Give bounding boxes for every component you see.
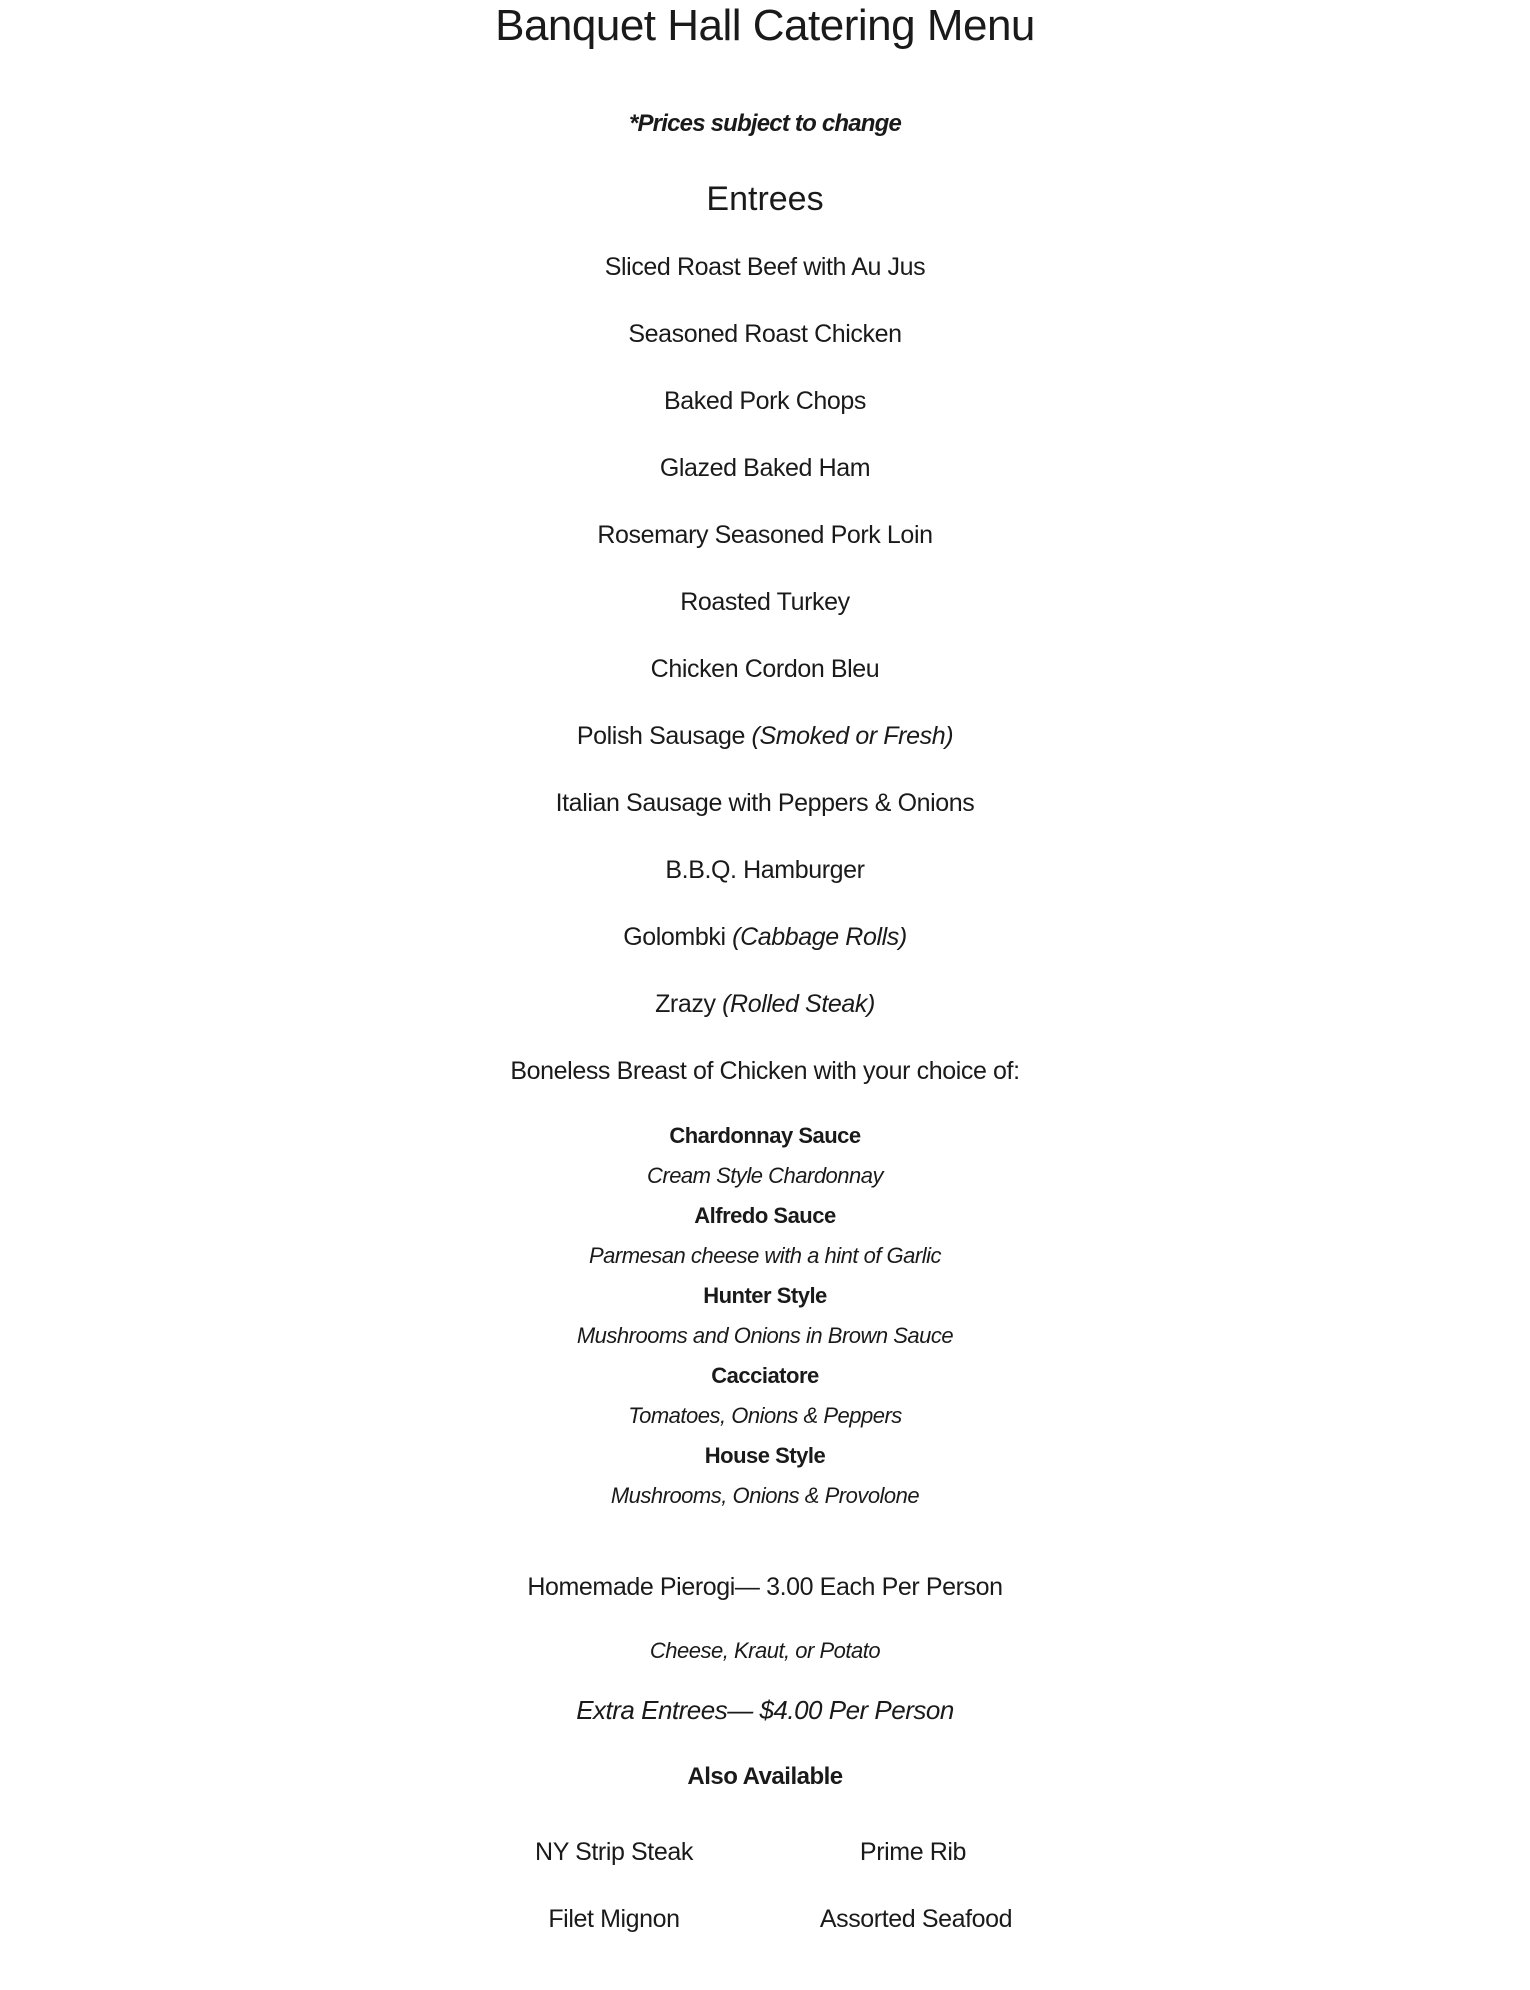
entree-item: Seasoned Roast Chicken [628,320,902,348]
entree-item: B.B.Q. Hamburger [665,856,865,884]
entree-item: Chicken Cordon Bleu [650,655,880,683]
also-available-item: NY Strip Steak [535,1838,693,1866]
also-available-item: Assorted Seafood [819,1905,1013,1933]
also-available-heading: Also Available [687,1763,843,1790]
entree-note: (Rolled Steak) [722,990,875,1018]
sauce-description: Tomatoes, Onions & Peppers [628,1403,902,1428]
entree-item: Boneless Breast of Chicken with your choice of: [510,1057,1020,1085]
entree-item: Glazed Baked Ham [659,454,871,482]
price-note: *Prices subject to change [628,110,902,137]
sauce-name: Alfredo Sauce [694,1203,836,1228]
pierogi-fillings: Cheese, Kraut, or Potato [649,1638,881,1663]
entree-item: Sliced Roast Beef with Au Jus [604,253,926,281]
entree-item: Baked Pork Chops [663,387,867,415]
sauce-name: Cacciatore [711,1363,819,1388]
also-available-item: Filet Mignon [548,1905,680,1933]
entree-item: Roasted Turkey [680,588,850,616]
sauce-name: House Style [704,1443,826,1468]
extra-entrees-price: Extra Entrees— $4.00 Per Person [576,1695,954,1725]
sauce-description: Mushrooms and Onions in Brown Sauce [576,1323,954,1348]
also-available-item: Prime Rib [859,1838,967,1866]
pierogi-price: Homemade Pierogi— 3.00 Each Per Person [527,1573,1003,1601]
page-title: Banquet Hall Catering Menu [495,1,1035,50]
sauce-description: Parmesan cheese with a hint of Garlic [588,1243,941,1268]
sauce-description: Cream Style Chardonnay [646,1163,883,1188]
entree-note: (Cabbage Rolls) [732,923,907,951]
entree-item: Polish Sausage (Smoked or Fresh) [576,722,954,750]
entree-item: Italian Sausage with Peppers & Onions [555,789,975,817]
entrees-heading: Entrees [706,180,824,218]
entree-item: Golombki (Cabbage Rolls) [623,923,907,951]
entree-note: (Smoked or Fresh) [751,722,954,750]
entree-item: Zrazy (Rolled Steak) [655,990,875,1018]
sauce-name: Chardonnay Sauce [669,1123,861,1148]
entree-item: Rosemary Seasoned Pork Loin [597,521,933,549]
sauce-description: Mushrooms, Onions & Provolone [610,1483,920,1508]
sauce-name: Hunter Style [703,1283,827,1308]
